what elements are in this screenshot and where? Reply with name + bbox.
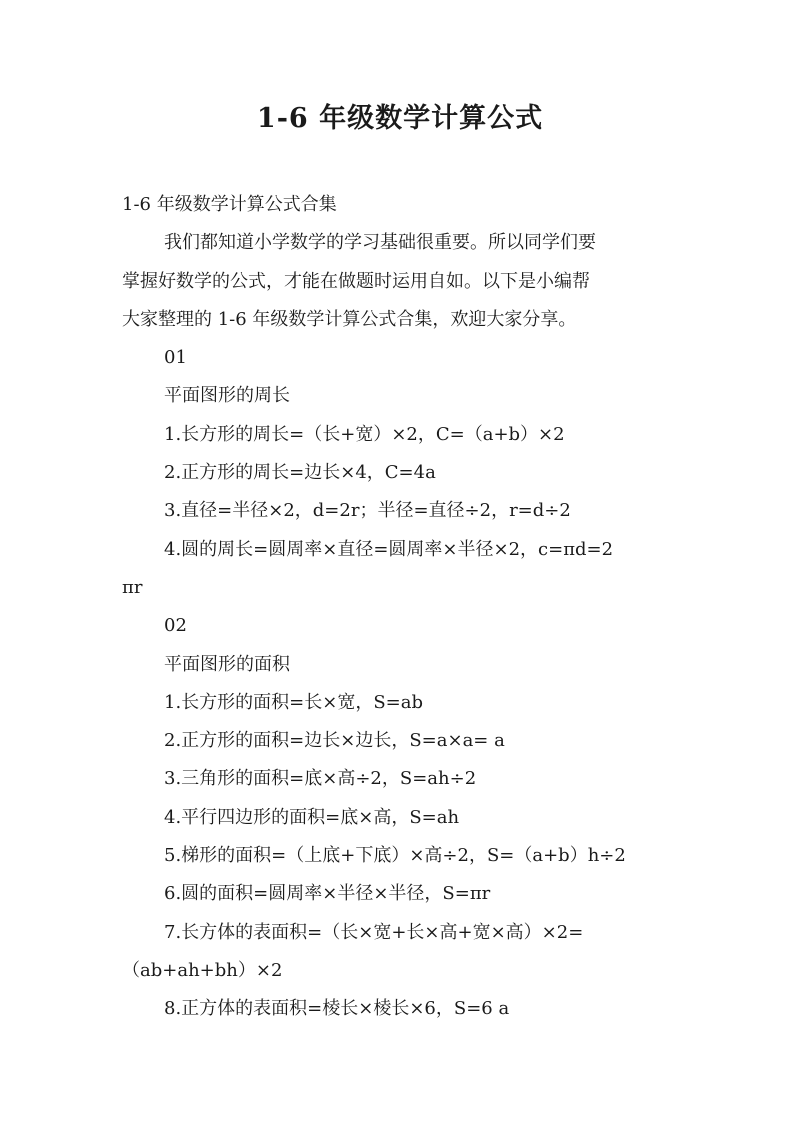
list-item: 1.长方形的周长=（长+宽）×2，C=（a+b）×2 (164, 423, 565, 445)
list-item: 8.正方体的表面积=棱长×棱长×6，S=6 a (164, 998, 510, 1020)
section-heading-area: 平面图形的面积 (164, 653, 290, 675)
list-item: 3.直径=半径×2，d=2r；半径=直径÷2，r=d÷2 (164, 500, 571, 522)
list-item: 5.梯形的面积=（上底+下底）×高÷2，S=（a+b）h÷2 (164, 845, 626, 867)
document-body (122, 186, 688, 1029)
intro-line-3: 大家整理的 1-6 年级数学计算公式合集，欢迎大家分享。 (122, 308, 577, 330)
intro-line-2: 掌握好数学的公式，才能在做题时运用自如。以下是小编帮 (122, 270, 590, 292)
list-item: 2.正方形的面积=边长×边长，S=a×a= a (164, 730, 505, 752)
section-number-02: 02 (164, 615, 187, 637)
section-heading-perimeter: 平面图形的周长 (164, 385, 290, 407)
list-item: 1.长方形的面积=长×宽，S=ab (164, 691, 424, 713)
intro-line-1: 我们都知道小学数学的学习基础很重要。所以同学们要 (164, 232, 596, 254)
list-item-continuation: （ab+ah+bh）×2 (122, 959, 283, 981)
list-item: 4.圆的周长=圆周率×直径=圆周率×半径×2，c=πd=2 (164, 538, 614, 560)
list-item: 2.正方形的周长=边长×4，C=4a (164, 462, 436, 484)
list-item: 3.三角形的面积=底×高÷2，S=ah÷2 (164, 768, 477, 790)
list-item-continuation: πr (122, 576, 143, 598)
list-item: 6.圆的面积=圆周率×半径×半径，S=πr (164, 883, 491, 905)
page-title: 1-6 年级数学计算公式 (256, 103, 544, 134)
section-number-01: 01 (164, 347, 187, 369)
document-subtitle: 1-6 年级数学计算公式合集 (122, 194, 337, 215)
list-item: 7.长方体的表面积=（长×宽+长×高+宽×高）×2= (164, 921, 584, 943)
list-item: 4.平行四边形的面积=底×高，S=ah (164, 806, 460, 828)
